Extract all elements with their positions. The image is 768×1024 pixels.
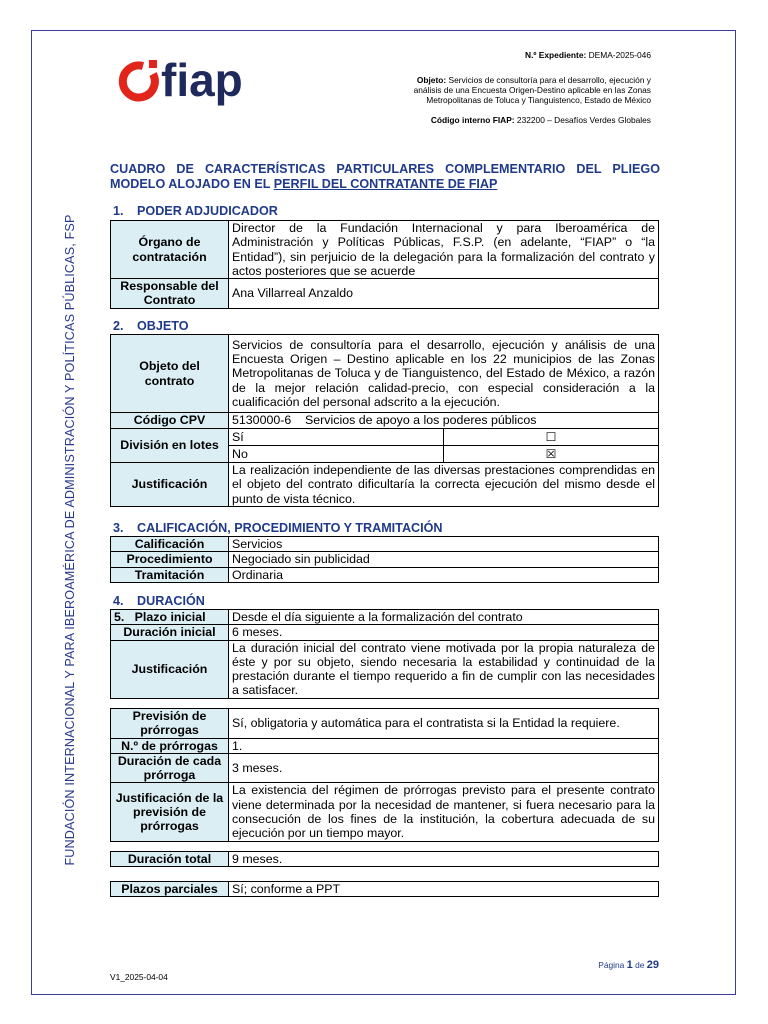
version-label: V1_2025-04-04 [110,972,168,982]
section-heading-1: 1. PODER ADJUDICADOR [113,204,278,218]
table-poder-adjudicador [110,220,659,309]
organo-key: Órgano de contratación [111,221,229,279]
lotes-si-label: Sí [229,429,444,446]
table-row [111,279,659,309]
expediente-label: N.º Expediente: [525,50,587,60]
tramitacion-key: Tramitación [111,567,229,582]
table-row [111,429,659,446]
lotes-no-label: No [229,446,444,463]
fiap-logo [115,52,275,108]
logo-text: fiap [161,54,243,106]
duracion-prorroga-key: Duración de cada prórroga [111,753,229,783]
table-row [111,567,659,582]
codigo-label: Código interno FIAP: [430,115,515,125]
section-heading-3: 3. CALIFICACIÓN, PROCEDIMIENTO Y TRAMITACIÓN [113,521,443,535]
cpv-key: Código CPV [111,413,229,429]
table-duracion [110,609,659,699]
table-calificacion [110,536,659,583]
objeto-value-3: Metropolitanas de Toluca y Tianguistenco, Estado de México [426,95,651,105]
duracion-total-key: Duración total [111,852,229,867]
table-row [111,852,659,867]
objeto-label: Objeto: [416,75,447,85]
procedimiento-key: Procedimiento [111,552,229,567]
justificacion-prorroga-key: Justificación de la previsión de prórrogas [111,783,229,841]
objeto-key: Objeto del contrato [111,335,229,413]
objeto-value-1: Servicios de consultoría para el desarrollo, ejecución y [448,75,651,85]
page-title [110,162,660,192]
responsable-key: Responsable del Contrato [111,279,229,309]
title-text: CUADRO DE CARACTERÍSTICAS PARTICULARES COMPLEMENTARIO DEL PLIEGO MODELO ALOJADO EN EL [110,162,660,191]
justificacion-key: Justificación [111,463,229,507]
expediente-line [331,50,651,60]
duracion-prorroga-value: 3 meses. [229,753,659,783]
tramitacion-value: Ordinaria [229,567,659,582]
codigo-value: 232200 – Desafíos Verdes Globales [516,115,651,125]
calificacion-key: Calificación [111,537,229,552]
lotes-si-checkbox[interactable]: ☐ [444,429,659,446]
justificacion-prorroga-value: La existencia del régimen de prórrogas previsto para el presente contrato viene determinada por la necesidad de mantener, si fuera necesario para la consecución de los fines de la institución, la cobertura adecuada de su ejecución por un tiempo mayor. [229,783,659,841]
table-row [111,463,659,507]
table-objeto [110,334,659,507]
duracion-justificacion-value: La duración inicial del contrato viene motivada por la propia naturaleza de éste y por su objeto, siendo necesaria la estabilidad y continuidad de la prestación durante el tiempo requerido a fin de cumplir con las necesidades a satisfacer. [229,640,659,698]
plazo-inicial-key: 5. Plazo inicial [111,610,229,625]
lotes-key: División en lotes [111,429,229,463]
justificacion-value: La realización independiente de las diversas prestaciones comprendidas en el objeto del contrato dificultaría la correcta ejecución del mismo desde el punto de vista técnico. [229,463,659,507]
cpv-value: 5130000-6 Servicios de apoyo a los poderes públicos [229,413,659,429]
table-row [111,625,659,640]
section-heading-4: 4. DURACIÓN [113,594,205,608]
table-row [111,709,659,739]
duracion-total-value: 9 meses. [229,852,659,867]
vertical-foundation-name: FUNDACIÓN INTERNACIONAL Y PARA IBEROAMÉRICA DE ADMINISTRACIÓN Y POLÍTICAS PÚBLICAS, FSP [63,214,77,866]
table-row [111,610,659,625]
plazo-inicial-value: Desde el día siguiente a la formalización del contrato [229,610,659,625]
calificacion-value: Servicios [229,537,659,552]
table-row [111,640,659,698]
table-row [111,882,659,897]
table-row [111,537,659,552]
duracion-inicial-value: 6 meses. [229,625,659,640]
codigo-line [331,115,651,125]
organo-value: Director de la Fundación Internacional y para Iberoamérica de Administración y Políticas Públicas, F.S.P. (en adelante, “FIAP” o “la Entidad”), sin perjuicio de la delegación para la formalización del contrato y actos posteriores que se acuerde [229,221,659,279]
document-header-info [331,50,651,125]
num-prorrogas-value: 1. [229,738,659,753]
page-number: Página 1 de 29 [598,959,659,971]
section-heading-2: 2. OBJETO [113,319,189,333]
prevision-value: Sí, obligatoria y automática para el contratista si la Entidad la requiere. [229,709,659,739]
plazos-parciales-value: Sí; conforme a PPT [229,882,659,897]
table-row [111,221,659,279]
table-row [111,753,659,783]
table-row [111,552,659,567]
table-plazos-parciales [110,881,659,897]
table-row [111,335,659,413]
objeto-value-2: análisis de una Encuesta Origen-Destino aplicable en las Zonas [413,85,651,95]
table-row [111,783,659,841]
objeto-value: Servicios de consultoría para el desarrollo, ejecución y análisis de una Encuesta Origen – Destino aplicable en los 22 municipios de las Zonas Metropolitanas de Toluca y de Tianguistenco, del Estado de México, a razón de la mejor relación calidad-precio, con especial consideración a la cualificación del personal adscrito a la ejecución. [229,335,659,413]
expediente-value: DEMA-2025-046 [588,50,651,60]
prevision-key: Previsión de prórrogas [111,709,229,739]
num-prorrogas-key: N.º de prórrogas [111,738,229,753]
objeto-line [331,75,651,85]
duracion-justificacion-key: Justificación [111,640,229,698]
table-duracion-total [110,851,659,867]
perfil-contratante-link[interactable]: PERFIL DEL CONTRATANTE DE FIAP [273,177,498,191]
table-prorrogas [110,708,659,842]
table-row [111,413,659,429]
responsable-value: Ana Villarreal Anzaldo [229,279,659,309]
plazos-parciales-key: Plazos parciales [111,882,229,897]
table-row [111,738,659,753]
logo-c-mark [123,65,155,97]
lotes-no-checkbox[interactable]: ☒ [444,446,659,463]
duracion-inicial-key: Duración inicial [111,625,229,640]
procedimiento-value: Negociado sin publicidad [229,552,659,567]
